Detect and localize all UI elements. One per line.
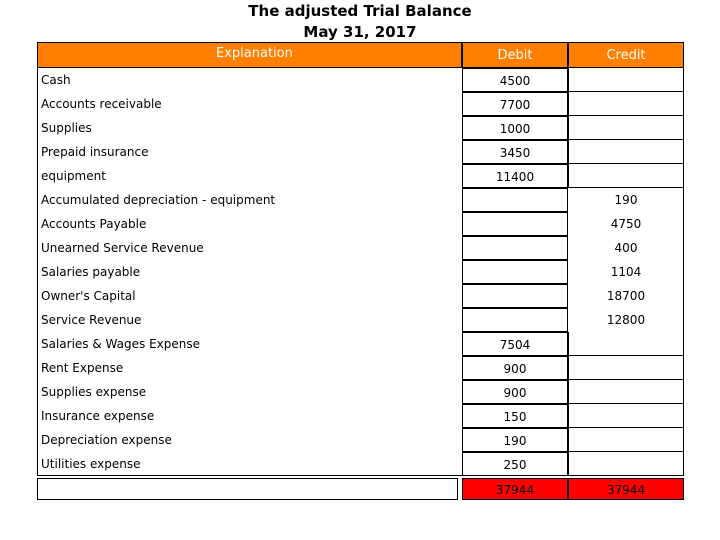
row-debit: 150 [462, 404, 568, 428]
row-debit: 900 [462, 380, 568, 404]
row-label: Salaries payable [41, 265, 141, 279]
row-credit: 4750 [610, 217, 642, 231]
row-credit: 12800 [606, 313, 646, 327]
row-label: Rent Expense [41, 361, 124, 375]
header-credit: Credit [568, 42, 684, 68]
row-debit: 250 [462, 452, 568, 476]
header-explanation: Explanation [37, 42, 462, 68]
row-debit: 1000 [462, 116, 568, 140]
row-debit: 3450 [462, 140, 568, 164]
row-label: Supplies expense [41, 385, 147, 399]
row-debit: 4500 [462, 68, 568, 92]
row-debit: 900 [462, 356, 568, 380]
row-label: Owner's Capital [41, 289, 136, 303]
report-date: May 31, 2017 [303, 23, 417, 41]
row-debit: 11400 [462, 164, 568, 188]
total-debit: 37944 [462, 478, 568, 500]
row-label: Utilities expense [41, 457, 141, 471]
row-debit: 190 [462, 428, 568, 452]
row-label: Cash [41, 73, 71, 87]
row-credit: 1104 [610, 265, 642, 279]
row-label: Accounts receivable [41, 97, 162, 111]
row-label: Depreciation expense [41, 433, 172, 447]
row-debit: 7700 [462, 92, 568, 116]
row-label: Prepaid insurance [41, 145, 149, 159]
row-debit: 7504 [462, 332, 568, 356]
total-credit: 37944 [568, 478, 684, 500]
row-label: Insurance expense [41, 409, 155, 423]
header-debit: Debit [462, 42, 568, 68]
row-credit: 190 [614, 193, 638, 207]
row-label: Service Revenue [41, 313, 142, 327]
row-label: Unearned Service Revenue [41, 241, 204, 255]
totals-label [37, 478, 458, 500]
row-label: equipment [41, 169, 106, 183]
row-label: Accounts Payable [41, 217, 147, 231]
row-label: Supplies [41, 121, 92, 135]
row-label: Accumulated depreciation - equipment [41, 193, 276, 207]
row-label: Salaries & Wages Expense [41, 337, 200, 351]
row-credit: 18700 [606, 289, 646, 303]
report-title: The adjusted Trial Balance [248, 2, 472, 20]
row-credit: 400 [614, 241, 638, 255]
table-border [37, 68, 684, 476]
